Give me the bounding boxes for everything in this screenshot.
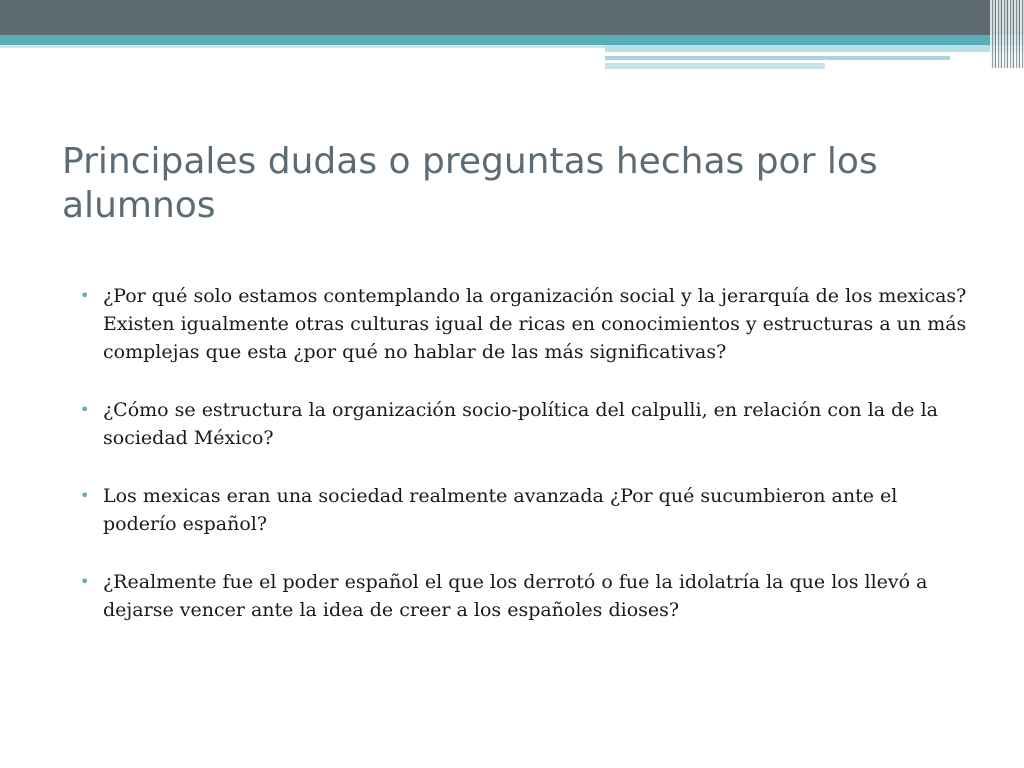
banner-pale-line	[605, 63, 825, 69]
bullet-text: ¿Cómo se estructura la organización socio-política del calpulli, en relación con la de la sociedad México?	[103, 399, 938, 449]
banner-pale-line	[0, 45, 605, 48]
bullet-text: Los mexicas eran una sociedad realmente avanzada ¿Por qué sucumbieron ante el poderío español?	[103, 485, 898, 535]
bullet-item	[80, 282, 970, 366]
bullet-list	[80, 282, 970, 654]
bullet-item	[80, 568, 970, 624]
banner-teal-band	[0, 35, 1024, 45]
banner-pale-line	[605, 45, 1024, 52]
banner-dark-band	[0, 0, 1024, 35]
banner-pale-line	[605, 56, 950, 60]
bullet-dot-icon: •	[80, 572, 90, 591]
banner-stripes	[990, 0, 1024, 68]
slide-title: Principales dudas o preguntas hechas por los alumnos	[62, 141, 878, 226]
bullet-item	[80, 482, 970, 538]
bullet-dot-icon: •	[80, 486, 90, 505]
bullet-item	[80, 396, 970, 452]
bullet-dot-icon: •	[80, 400, 90, 419]
header-decoration	[0, 0, 1024, 80]
bullet-text: ¿Realmente fue el poder español el que los derrotó o fue la idolatría la que los llevó a dejarse vencer ante la idea de creer a los españoles dioses?	[103, 571, 928, 621]
bullet-dot-icon: •	[80, 286, 90, 305]
bullet-text: ¿Por qué solo estamos contemplando la organización social y la jerarquía de los mexicas? Existen igualmente otras culturas igual de ricas en conocimientos y estructuras a un más complejas que esta ¿por qué no hablar de las más significativas?	[103, 285, 967, 363]
